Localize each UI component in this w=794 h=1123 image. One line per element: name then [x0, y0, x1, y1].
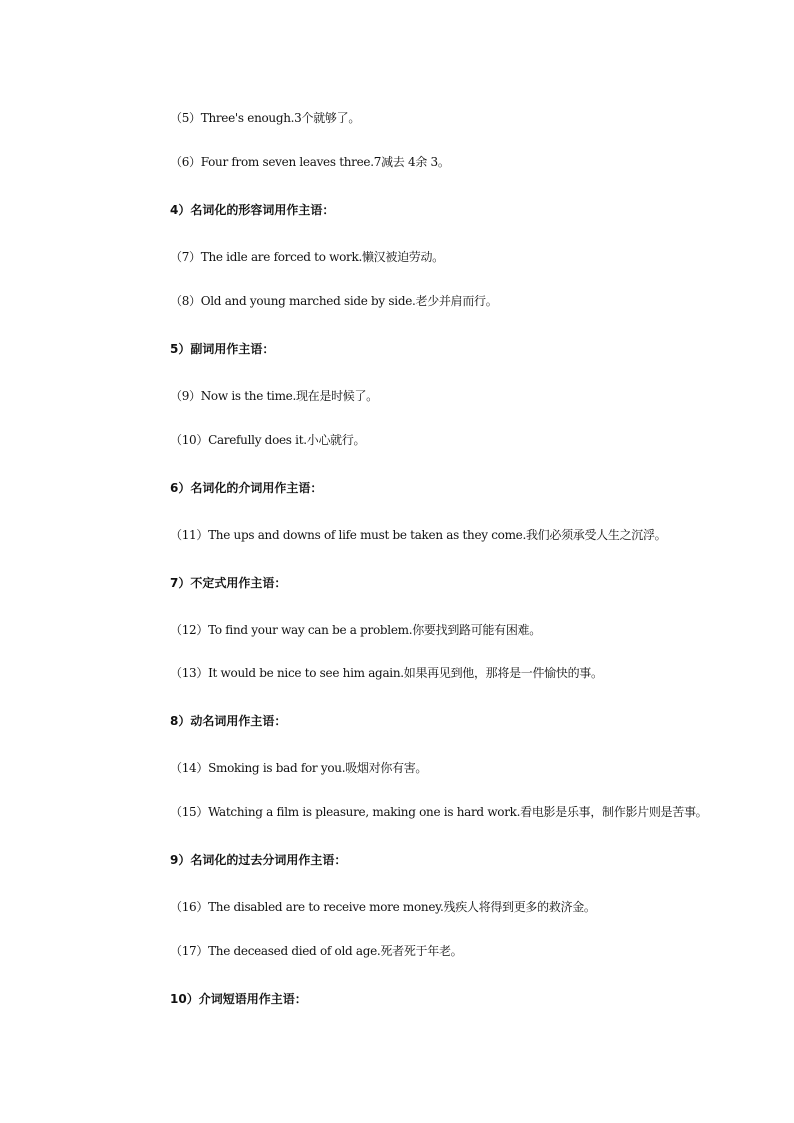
section-heading-6: 6）名词化的介词用作主语：	[170, 481, 323, 495]
example-16: （16）The disabled are to receive more money.残疾人将得到更多的救济金。	[170, 900, 596, 914]
example-11: （11）The ups and downs of life must be taken as they come.我们必须承受人生之沉浮。	[170, 528, 667, 542]
example-7: （7）The idle are forced to work.懒汉被迫劳动。	[170, 250, 444, 264]
example-12: （12）To find your way can be a problem.你要找到路可能有困难。	[170, 623, 541, 637]
example-8: （8）Old and young marched side by side.老少并肩而行。	[170, 294, 498, 308]
example-6: （6）Four from seven leaves three.7减去 4余 3。	[170, 155, 450, 169]
section-heading-4: 4）名词化的形容词用作主语：	[170, 203, 335, 217]
section-heading-5: 5）副词用作主语：	[170, 342, 275, 356]
example-9: （9）Now is the time.现在是时候了。	[170, 389, 378, 403]
example-15: （15）Watching a film is pleasure, making one is hard work.看电影是乐事，制作影片则是苦事。	[170, 805, 708, 819]
example-17: （17）The deceased died of old age.死者死于年老。	[170, 944, 463, 958]
section-heading-10: 10）介词短语用作主语：	[170, 992, 307, 1006]
section-heading-8: 8）动名词用作主语：	[170, 714, 287, 728]
example-10: （10）Carefully does it.小心就行。	[170, 433, 366, 447]
example-14: （14）Smoking is bad for you.吸烟对你有害。	[170, 761, 428, 775]
section-heading-9: 9）名词化的过去分词用作主语：	[170, 853, 347, 867]
example-13: （13）It would be nice to see him again.如果再见到他，那将是一件愉快的事。	[170, 666, 603, 680]
example-5: （5）Three's enough.3个就够了。	[170, 111, 361, 125]
section-heading-7: 7）不定式用作主语：	[170, 576, 287, 590]
